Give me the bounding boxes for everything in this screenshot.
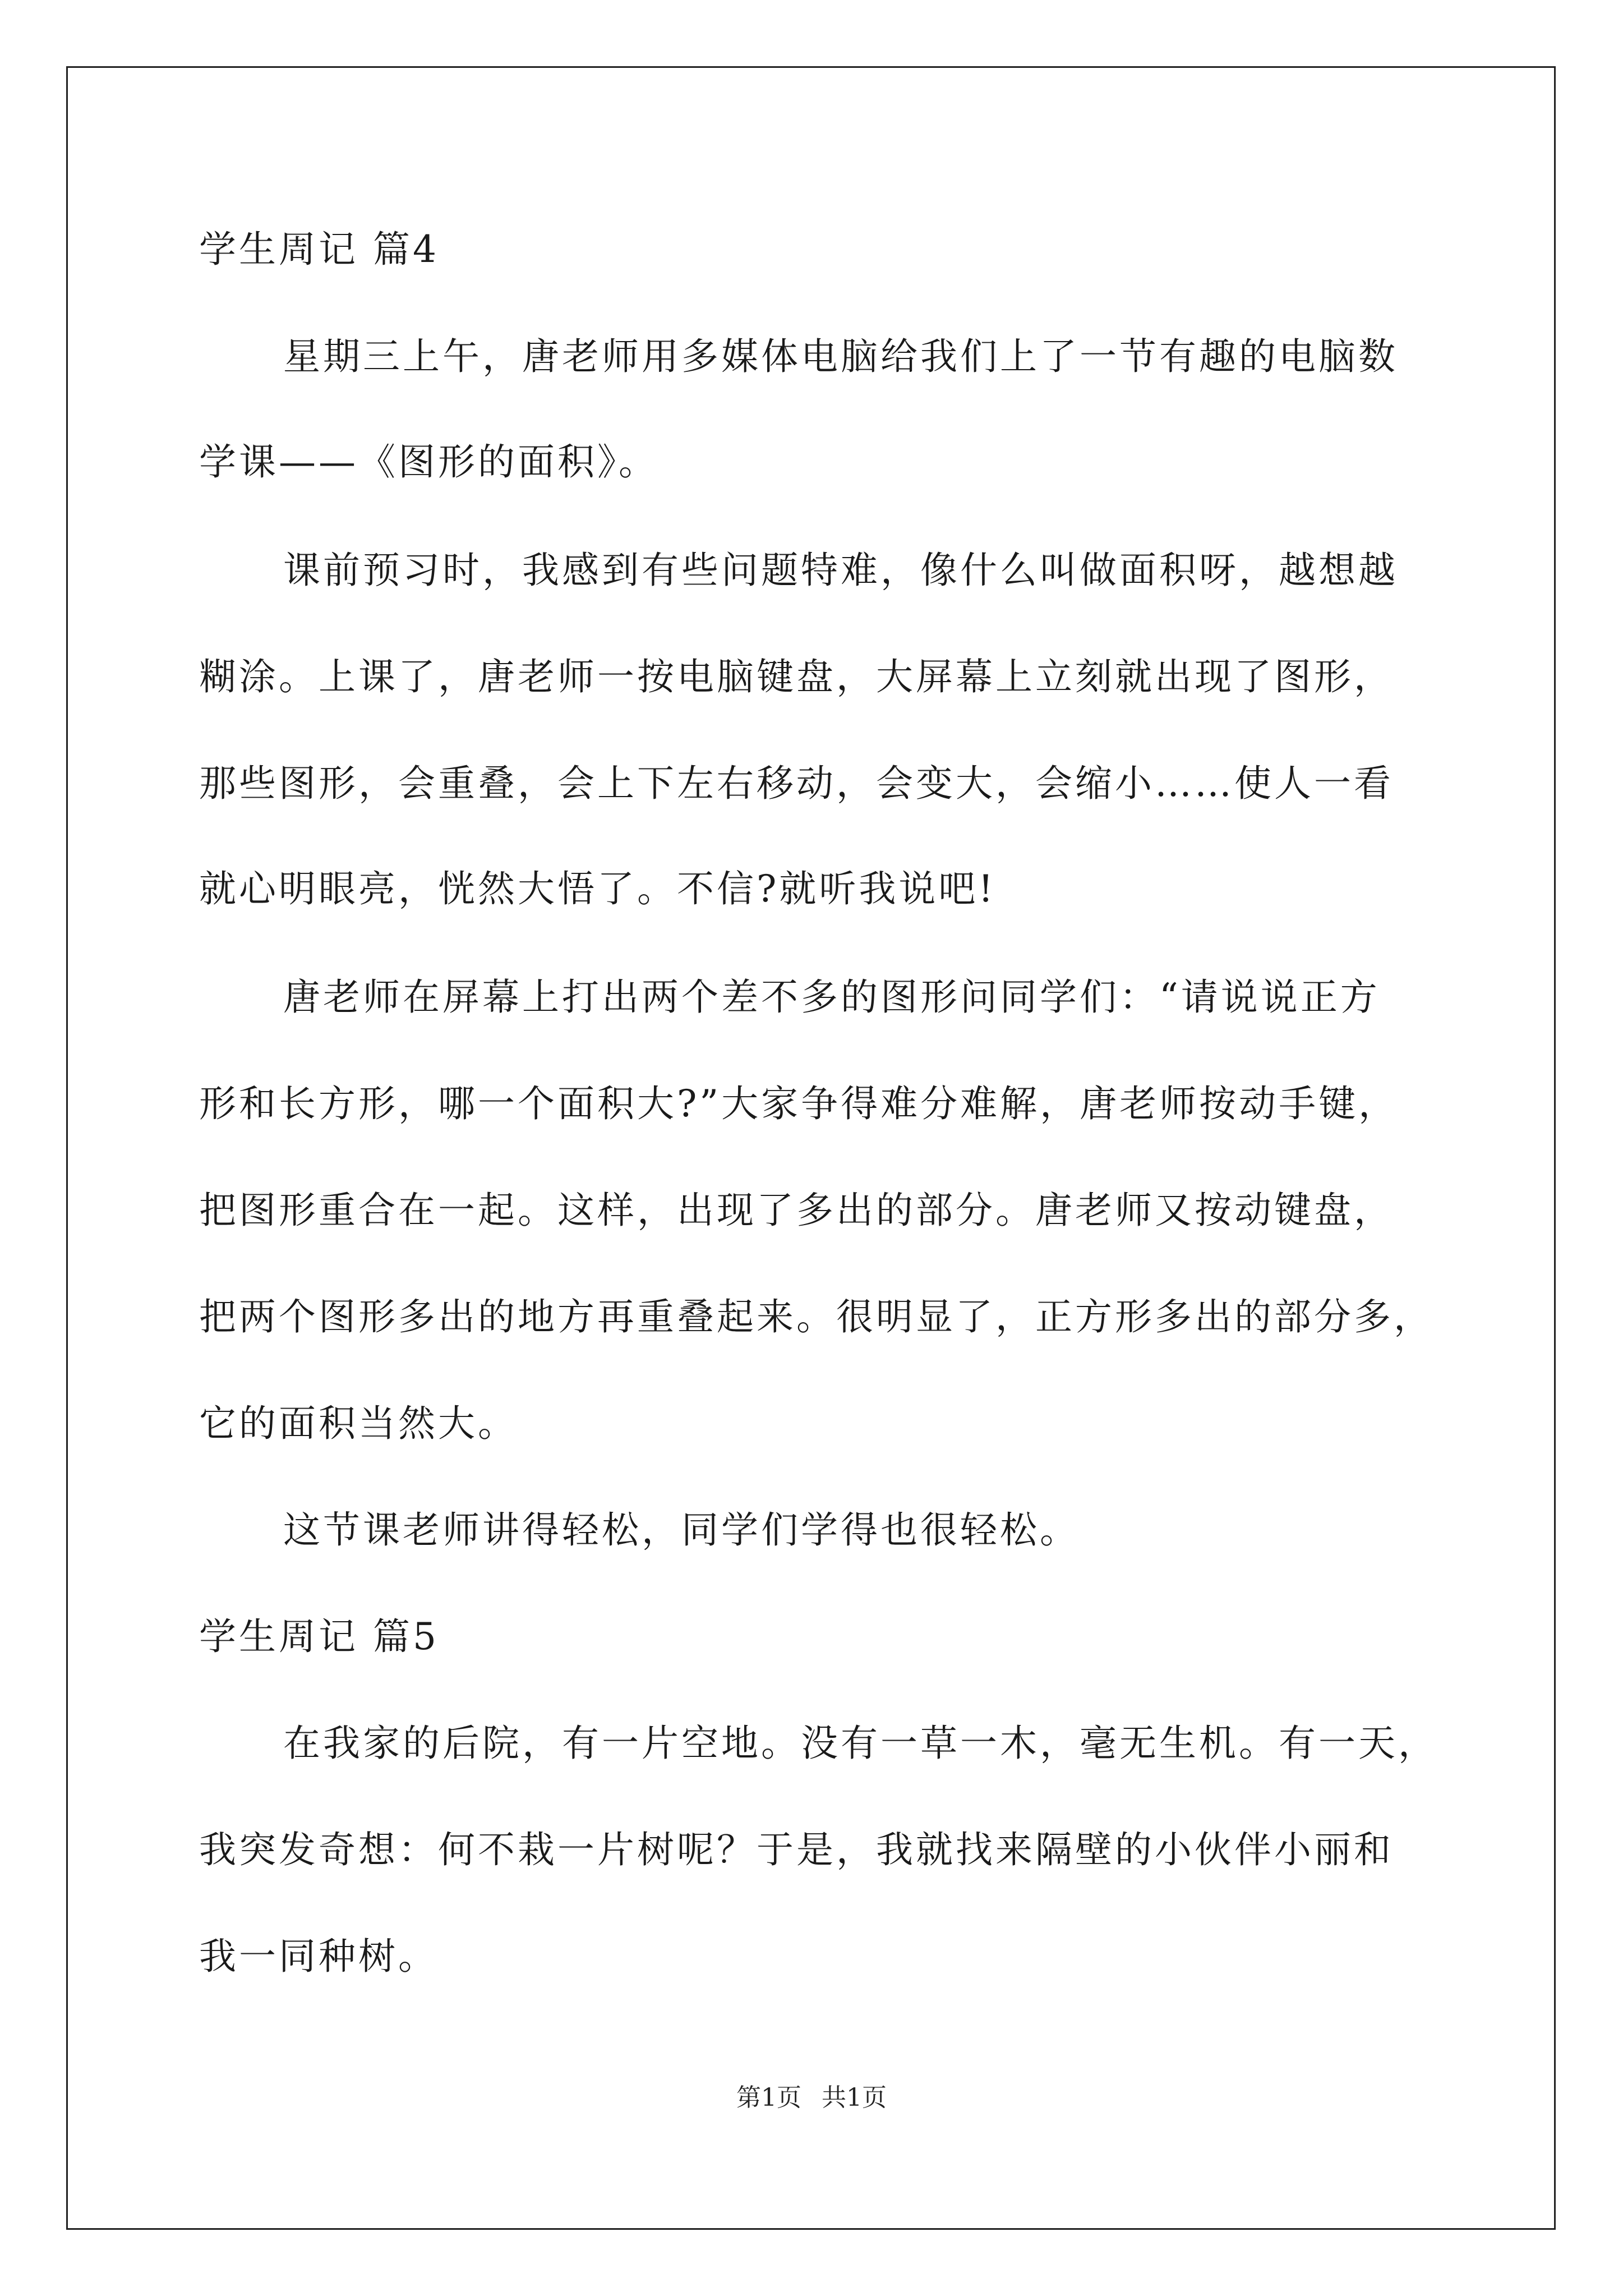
page-footer [0,2081,1623,2115]
paragraph-line: 在我家的后院，有一片空地。没有一草一木，毫无生机。有一天， [283,1722,1438,1765]
paragraph-line: 我突发奇想：何不栽一片树呢？于是，我就找来隔壁的小伙伴小丽和 [199,1828,1394,1871]
paragraph-line: 形和长方形，哪一个面积大?”大家争得难分难解，唐老师按动手键， [199,1082,1399,1125]
section-heading-4: 学生周记 篇4 [199,228,439,271]
paragraph-line: 课前预习时，我感到有些问题特难，像什么叫做面积呀，越想越 [283,549,1398,592]
paragraph-line: 这节课老师讲得轻松，同学们学得也很轻松。 [283,1508,1080,1552]
paragraph-line: 就心明眼亮，恍然大悟了。不信?就听我说吧! [199,867,996,910]
page-number-current: 第1页 [736,2083,801,2112]
paragraph-line: 唐老师在屏幕上打出两个差不多的图形问同学们：“请说说正方 [283,976,1380,1019]
paragraph-line: 我一同种树。 [199,1935,438,1978]
page-number-total: 共1页 [822,2083,887,2112]
section-heading-5: 学生周记 篇5 [199,1615,439,1658]
page-border [66,66,1556,2230]
paragraph-line: 把图形重合在一起。这样，出现了多出的部分。唐老师又按动键盘， [199,1189,1394,1232]
paragraph-line: 学课——《图形的面积》。 [199,440,658,484]
paragraph-line: 糊涂。上课了，唐老师一按电脑键盘，大屏幕上立刻就出现了图形， [199,655,1394,698]
paragraph-line: 它的面积当然大。 [199,1402,518,1445]
paragraph-line: 把两个图形多出的地方再重叠起来。很明显了，正方形多出的部分多， [199,1295,1433,1338]
paragraph-line: 星期三上午，唐老师用多媒体电脑给我们上了一节有趣的电脑数 [283,335,1398,378]
paragraph-line: 那些图形，会重叠，会上下左右移动，会变大，会缩小……使人一看 [199,762,1394,805]
